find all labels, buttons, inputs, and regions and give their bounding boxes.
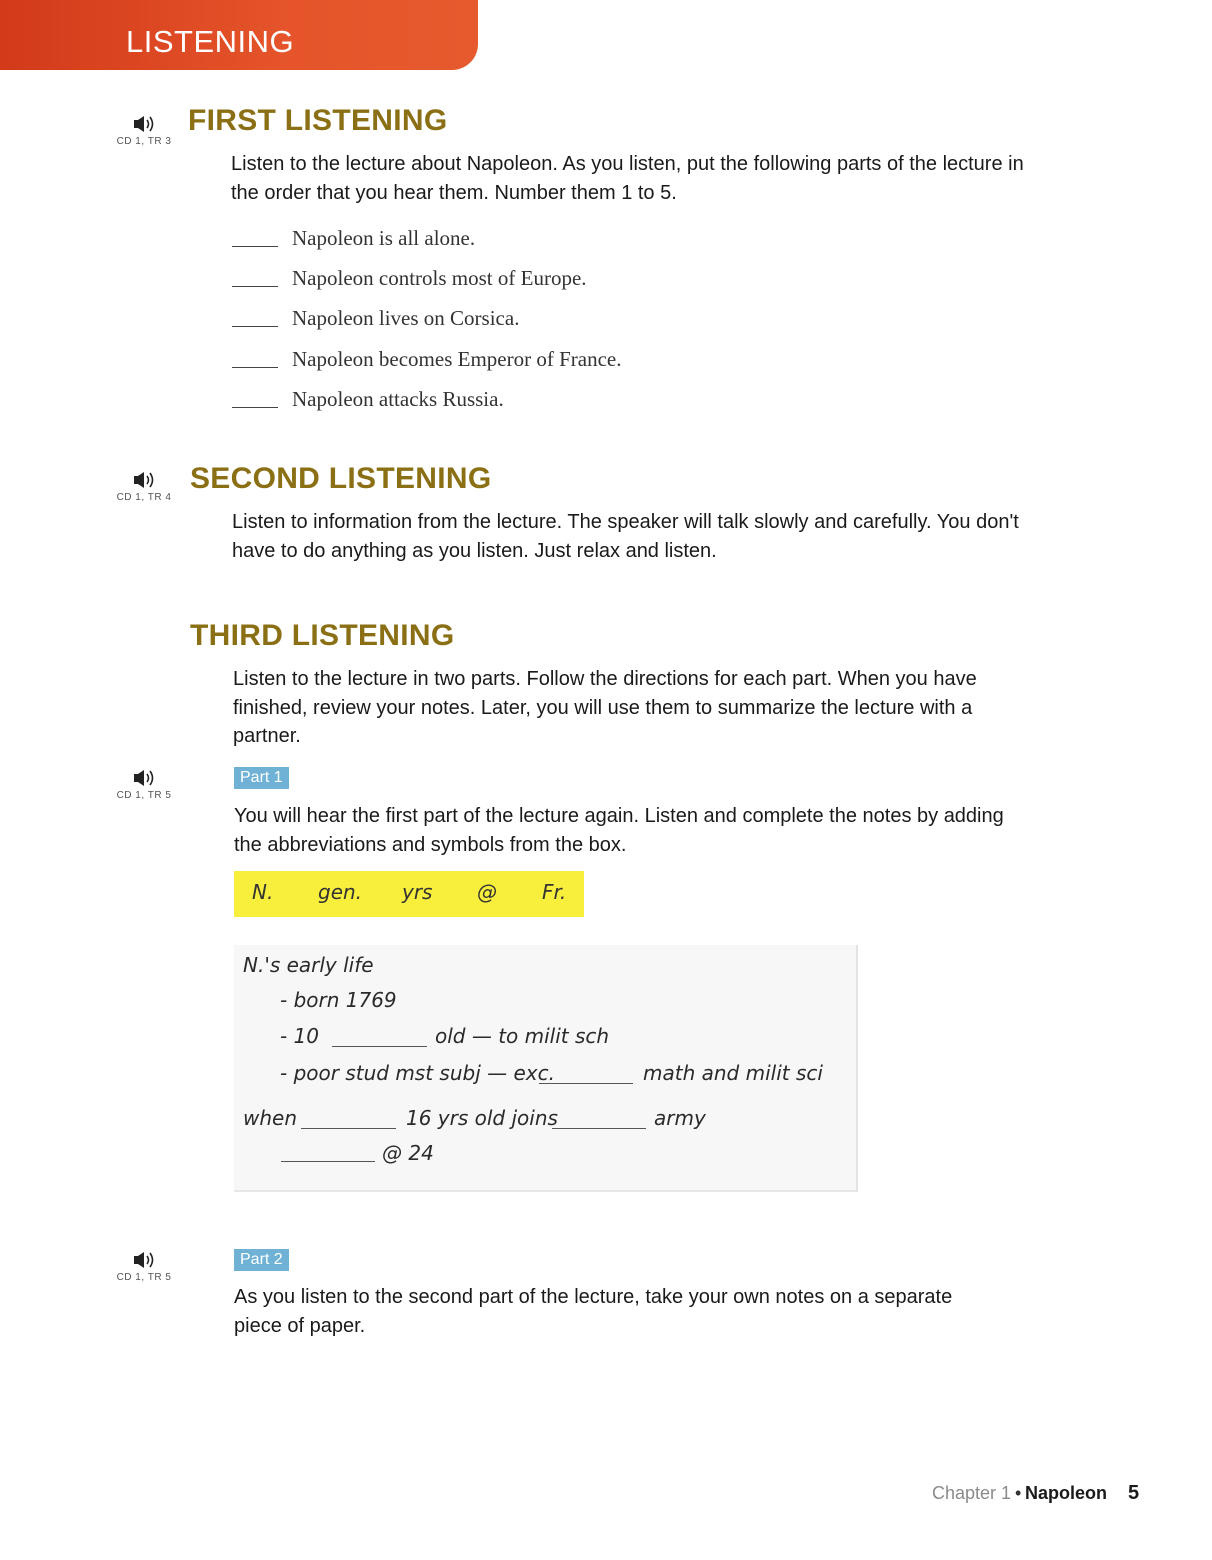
note-blank[interactable] — [539, 1083, 633, 1084]
note-blank[interactable] — [301, 1128, 396, 1129]
section-banner — [0, 0, 478, 70]
list-item — [232, 339, 621, 379]
answer-blank[interactable] — [232, 367, 278, 368]
track-label: CD 1, TR 3 — [116, 136, 172, 147]
audio-track-second[interactable] — [116, 470, 172, 503]
note-blank[interactable] — [552, 1128, 646, 1129]
audio-track-part2[interactable] — [116, 1250, 172, 1283]
list-item — [232, 258, 621, 298]
list-item-text: Napoleon becomes Emperor of France. — [292, 346, 622, 371]
abbreviation: @ — [477, 880, 497, 904]
second-listening-heading: SECOND LISTENING — [190, 462, 492, 495]
list-item-text: Napoleon is all alone. — [292, 225, 476, 250]
speaker-icon — [131, 1250, 157, 1270]
audio-track-part1[interactable] — [116, 768, 172, 801]
abbreviation: N. — [252, 880, 274, 904]
part-2-instruction: As you listen to the second part of the lecture, take your own notes on a separate piece of paper. — [234, 1286, 953, 1337]
abbreviation: yrs — [402, 880, 433, 904]
notes-line: N.'s early life — [243, 953, 374, 977]
part-1-label: Part 1 — [234, 767, 289, 789]
abbreviation: Fr. — [542, 880, 567, 904]
list-item — [232, 218, 621, 258]
list-item-text: Napoleon attacks Russia. — [292, 386, 504, 411]
notes-line: - 10 — [280, 1024, 320, 1048]
note-blank[interactable] — [281, 1161, 375, 1162]
speaker-icon — [131, 768, 157, 788]
speaker-icon — [131, 470, 157, 490]
speaker-icon — [131, 114, 157, 134]
track-label: CD 1, TR 4 — [116, 492, 172, 503]
footer-separator: • — [1015, 1483, 1022, 1503]
banner-title: LISTENING — [126, 24, 295, 59]
abbreviation-box — [234, 871, 584, 917]
answer-blank[interactable] — [232, 326, 278, 327]
first-listening-heading: FIRST LISTENING — [188, 104, 448, 137]
abbreviation: gen. — [318, 880, 363, 904]
audio-track-first[interactable] — [116, 114, 172, 147]
footer-title: Napoleon — [1025, 1483, 1108, 1503]
second-listening-instruction: Listen to information from the lecture. The speaker will talk slowly and carefully. You don't have to do anything as you listen. Just relax and listen. — [232, 511, 1019, 562]
notes-line: 16 yrs old joins — [406, 1106, 558, 1130]
first-listening-instruction: Listen to the lecture about Napoleon. As you listen, put the following parts of the lecture in the order that you hear them. Number them 1 to 5. — [231, 153, 1024, 204]
ordering-list — [232, 218, 621, 419]
part-1-instruction: You will hear the first part of the lecture again. Listen and complete the notes by adding the abbreviations and symbols from the box. — [234, 805, 1004, 856]
list-item-text: Napoleon controls most of Europe. — [292, 265, 587, 290]
notes-line: @ 24 — [382, 1141, 434, 1165]
track-label: CD 1, TR 5 — [116, 790, 172, 801]
notes-line: old — to milit sch — [435, 1024, 610, 1048]
list-item-text: Napoleon lives on Corsica. — [292, 306, 520, 331]
footer-chapter: Chapter 1 — [932, 1483, 1012, 1503]
notes-line: when — [243, 1106, 298, 1130]
answer-blank[interactable] — [232, 246, 278, 247]
list-item — [232, 299, 621, 339]
third-listening-instruction: Listen to the lecture in two parts. Follow the directions for each part. When you have finished, review your notes. Later, you will use them to summarize the lecture with a partner. — [233, 668, 977, 747]
notes-line: - born 1769 — [280, 988, 397, 1012]
answer-blank[interactable] — [232, 407, 278, 408]
notes-line: math and milit sci — [643, 1061, 823, 1085]
answer-blank[interactable] — [232, 286, 278, 287]
page-number: 5 — [1128, 1482, 1140, 1504]
note-blank[interactable] — [332, 1046, 427, 1047]
part-2-label: Part 2 — [234, 1249, 289, 1271]
notes-line: - poor stud mst subj — exc. — [280, 1061, 555, 1085]
notes-card — [234, 945, 858, 1192]
third-listening-heading: THIRD LISTENING — [190, 619, 455, 652]
notes-line: army — [654, 1106, 706, 1130]
list-item — [232, 379, 621, 419]
track-label: CD 1, TR 5 — [116, 1272, 172, 1283]
